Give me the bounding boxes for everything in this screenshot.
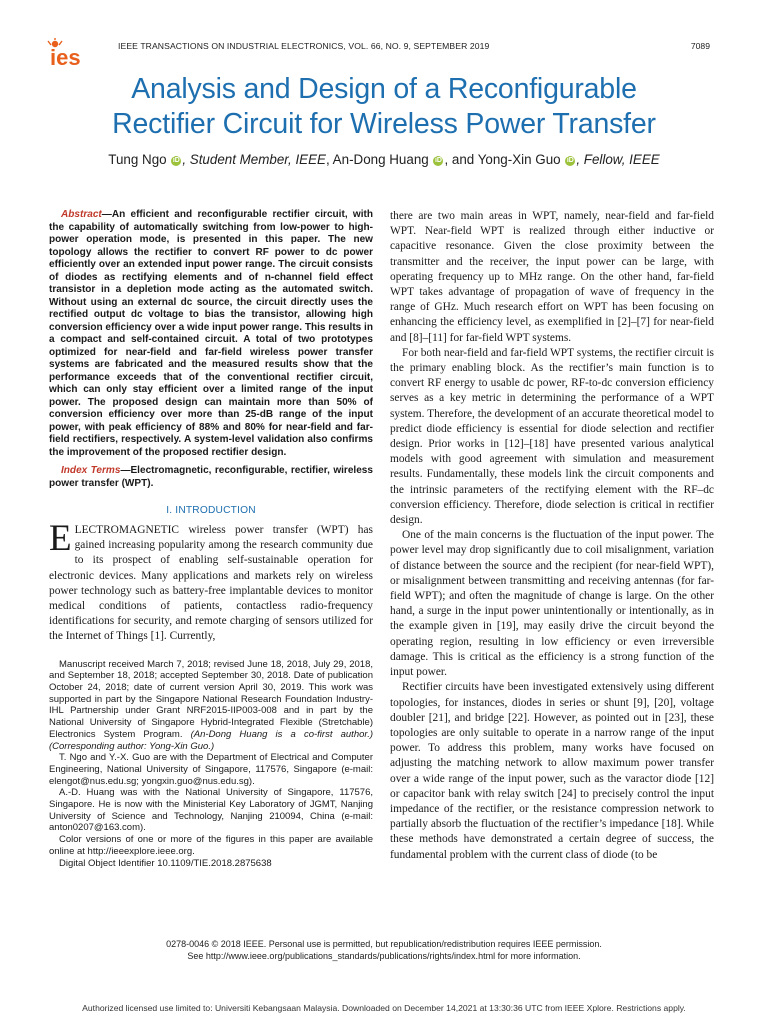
- intro-text: LECTROMAGNETIC wireless power transfer (WPT) has gained increasing popularity among the research community due to its prospect of enabling self-sustainable operation for electronic devices. Many applications and markets rely on wireless power technology such as battery-free implantable devices to monitor medical conditions of patients, contactless radio-frequency identifications for security, and remote charging of sensors utilized for the Internet of Things [1]. Currently,: [49, 524, 373, 643]
- ies-logo-icon: [46, 38, 104, 68]
- body-paragraph: Rectifier circuits have been investigated extensively using different topologies, for instances, diodes in series or shunt [9], [20], voltage doubler [21], and bridge [22]. However, as pointed out in [23], these topologies are only suitable to operate in a narrow range of the input power. To address this problem, many works have focused on adjusting the matching network to allow maximum power transfer over a wide range of the input power, such as the varactor diode [12] or capacitor bank with relay switch [24] to precisely control the input impedance of the rectifier, or the resistance compression network to partially absorb the fluctuation of the rectifier’s impedance [18]. While these methods have demonstrated a certain degree of success, the fundamental problem with the current class of diode (to be: [390, 681, 714, 861]
- body-paragraph: One of the main concerns is the fluctuation of the input power. The power level may drop significantly due to coil misalignment, variation of distance between the source and the recipient (for near-field WPT), or misalignment between transmitting and receiving antennas (for far-field WPT); and often the magnitude of change is large. On the other hand, a surge in the input power unintentionally or intentionally, as in the example given in [19], may easily drive the circuit beyond the operating region, resulting in low efficiency or even irreversible damage. This is critical as the efficiency is a strong function of the input power.: [390, 529, 714, 679]
- abstract: [49, 209, 373, 459]
- footnote-manuscript: Manuscript received March 7, 2018; revised June 18, 2018, July 29, 2018, and September 18, 2018; accepted September 30, 2018. Date of publication October 24, 2018; date of current version April 30, 2019. This work was supported in part by the Singapore National Research Foundation Industry-IHL Partnership under Grant NRF2015-IIP003-008 and in part by the National University of Singapore Hybrid-Integrated Flexible (Stretchable) Electronics System Program. (An-Dong Huang is a co-first author.) (Corresponding author: Yong-Xin Guo.): [49, 658, 373, 752]
- index-terms: [49, 465, 373, 490]
- footnote-affiliation-2: A.-D. Huang was with the National University of Singapore, 117576, Singapore. He is now with the Ministerial Key Laboratory of JGMT, Nanjing University of Science and Technology, Nanjing 210094, China (e-mail: anton0207@163.com).: [49, 787, 373, 834]
- author-1: Tung Ngo: [108, 152, 167, 167]
- footnote-affiliation-1: T. Ngo and Y.-X. Guo are with the Department of Electrical and Computer Engineering, National University of Singapore, 117576, Singapore (e-mail: elengot@nus.edu.sg; yongxin.guo@nus.edu.sg).: [49, 752, 373, 787]
- page-header: [0, 40, 768, 68]
- footnote-doi: Digital Object Identifier 10.1109/TIE.2018.2875638: [59, 857, 272, 869]
- orcid-icon[interactable]: iD: [566, 157, 574, 164]
- section-heading: I. INTRODUCTION: [166, 505, 256, 516]
- body-paragraph: For both near-field and far-field WPT systems, the rectifier circuit is the primary enabling block. As the rectifier’s main function is to convert RF energy to usable dc power, RF-to-dc conversion efficiency serves as a key metric in determining the performance of a WPT system. Therefore, the development of an accurate theoretical model to predict diode efficiency is essential for diode selection and rectifier design. Prior works in [12]–[18] have presented various analytical models with good agreement with simulation and measurement results. Fundamentally, these models link the circuit components and the intrinsic parameters of the rectifying element with the RF–dc conversion efficiency. Therefore, diode selection is critical in rectifier design.: [390, 346, 714, 527]
- body-paragraph: there are two main areas in WPT, namely, near-field and far-field WPT. Near-field WPT is realized through either inductive or capacitive resonance. Given the close proximity between the transmitter and the receiver, the input power can be large, with operating frequency up to MHz range. On the other hand, far-field WPT takes advantage of propagation of wave of frequency in the range of GHz. Much research effort on WPT has been focusing on enhancing the efficiency level, as exemplified in [2]–[7] for near-field and [8]–[11] for far-field WPT systems.: [390, 210, 714, 344]
- authorized-use-notice: Authorized licensed use limited to: Universiti Kebangsaan Malaysia. Downloaded on December 14,2021 at 13:30:36 UTC from IEEE Xplore. Restrictions apply.: [82, 1003, 686, 1013]
- right-column: [390, 209, 714, 863]
- title-line-2: Rectifier Circuit for Wireless Power Transfer: [112, 108, 656, 140]
- author-2: , An-Dong Huang: [325, 152, 429, 167]
- left-column: [49, 209, 373, 869]
- author-3: , and Yong-Xin Guo: [444, 152, 561, 167]
- footnotes: [49, 659, 373, 870]
- abstract-label: Abstract: [61, 209, 102, 220]
- journal-name: IEEE TRANSACTIONS ON INDUSTRIAL ELECTRONICS, VOL. 66, NO. 9, SEPTEMBER 2019: [118, 41, 490, 51]
- author-1-role: , Student Member, IEEE: [182, 152, 326, 167]
- author-list: [0, 152, 768, 167]
- page-number: 7089: [690, 41, 710, 51]
- orcid-icon[interactable]: iD: [172, 157, 180, 164]
- author-3-role: , Fellow, IEEE: [576, 152, 660, 167]
- svg-text:ies: ies: [50, 45, 81, 68]
- copyright-notice: [0, 939, 768, 962]
- abstract-text: —An efficient and reconfigurable rectifier circuit, with the capability of automatically switching from low-power to high-power operation mode, is presented in this paper. The new topology allows the rectifier to convert RF power to dc power efficiently over an extended input power range. The circuit consists of diodes as rectifying elements and of n-channel field effect transistor in a depletion mode acting as the automated switch. Without using an external dc source, the circuit directly uses the rectified output dc voltage to bias the transistor, allowing high conversion efficiency over a wide input power range. This results in a compact and self-contained circuit. A total of two prototypes optimized for near-field and far-field wireless power transfer systems are fabricated and the measured results show that the performance exceeds that of the conventional rectifier circuit, which can only stay efficient over a limited range of the input power. The proposed design can maintain more than 50% of conversion efficiency over more than 25-dB range of the input power, with peak efficiency of 88% and 80% for near-field and far-field rectifiers, respectively. A system-level validation also confirms the improvement of the proposed rectifier design.: [49, 209, 373, 458]
- footnote-author-note: (An-Dong Huang is a co-first author.) (Corresponding author: Yong-Xin Guo.): [49, 728, 373, 752]
- drop-cap: E: [49, 518, 72, 559]
- copyright-line-2: See http://www.ieee.org/publications_standards/publications/rights/index.html for more information.: [187, 950, 581, 961]
- intro-paragraph: [49, 518, 373, 645]
- index-terms-label: Index Terms: [61, 465, 121, 476]
- paper-title: [0, 72, 768, 142]
- orcid-icon[interactable]: iD: [434, 157, 442, 164]
- copyright-line-1: 0278-0046 © 2018 IEEE. Personal use is permitted, but republication/redistribution requires IEEE permission.: [166, 939, 602, 949]
- index-terms-text: —Electromagnetic, reconfigurable, rectifier, wireless power transfer (WPT).: [49, 465, 373, 489]
- footnote-color-versions: Color versions of one or more of the figures in this paper are available online at http://ieeexplore.ieee.org.: [49, 834, 373, 857]
- title-line-1: Analysis and Design of a Reconfigurable: [131, 73, 637, 105]
